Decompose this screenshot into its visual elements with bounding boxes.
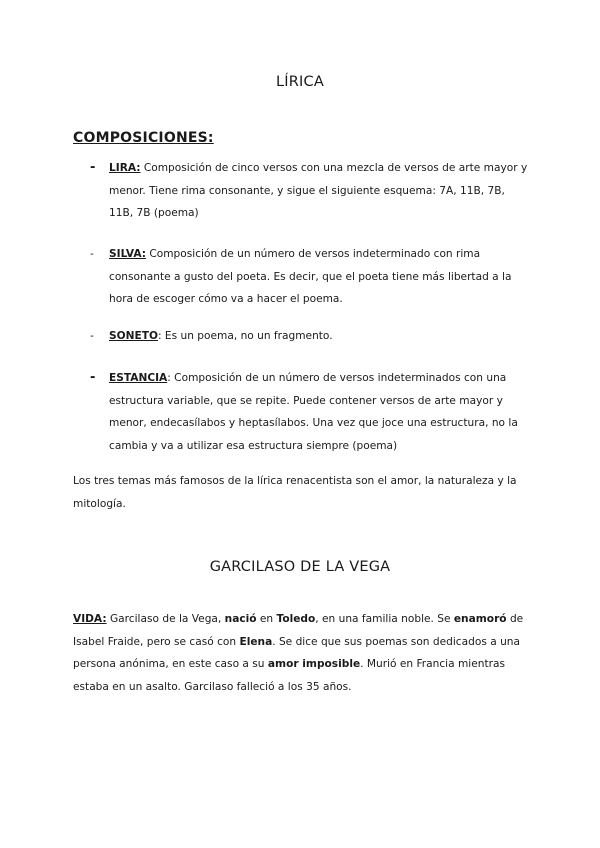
list-item-body — [109, 243, 530, 311]
vida-text: de Isabel Fraide, pero se casó con — [73, 613, 524, 648]
vida-text: Garcilaso de la Vega, — [106, 613, 225, 625]
compositions-heading: COMPOSICIONES: — [73, 130, 214, 146]
definition-lira: Composición de cinco versos con una mezcla de versos de arte mayor y menor. Tiene rima consonante, y sigue el siguiente esquema: 7A, 11B, 7B, 11B, 7B (poema) — [109, 162, 528, 219]
definition-soneto: : Es un poema, no un fragmento. — [157, 330, 333, 342]
list-item-lira — [90, 157, 530, 225]
term-silva: SILVA: — [109, 248, 146, 260]
term-estancia: ESTANCIA — [109, 372, 168, 384]
list-item-body — [109, 367, 530, 457]
vida-label: VIDA: — [73, 613, 107, 625]
definition-silva: Composición de un número de versos indeterminado con rima consonante a gusto del poeta. Es decir, que el poeta tiene más libertad a la hora de escoger cómo va a hacer el poema. — [109, 248, 512, 305]
definition-estancia: : Composición de un número de versos indeterminados con una estructura variable, que se repite. Puede contener versos de arte mayor y menor, endecasílabos y heptasílabos. Una vez que joce una estructura, no la cambia y va a utilizar esa estructura siempre (poema) — [109, 372, 518, 452]
list-dash: - — [90, 160, 96, 175]
vida-text: . Se dice que sus poemas son dedicados a una persona anónima, en este caso a su — [73, 635, 520, 670]
section-title-garcilaso: GARCILASO DE LA VEGA — [209, 559, 391, 575]
vida-bold: Elena — [239, 635, 273, 648]
list-item-estancia — [90, 367, 530, 457]
vida-bold: Toledo — [276, 613, 316, 625]
vida-bold: amor imposible — [267, 658, 361, 670]
vida-text: en — [256, 613, 277, 625]
vida-text: . Murió en Francia mientras estaba en un asalto. Garcilaso falleció a los 35 años. — [73, 658, 506, 693]
list-item-silva — [90, 243, 530, 311]
list-item-body — [109, 325, 530, 348]
list-dash: - — [90, 248, 94, 260]
list-item-soneto — [90, 325, 530, 348]
vida-bold: nació — [224, 613, 257, 625]
list-item-body — [109, 157, 530, 225]
vida-text: , en una familia noble. Se — [315, 613, 454, 625]
term-lira: LIRA: — [109, 162, 141, 174]
vida-bold: enamoró — [453, 613, 507, 625]
page-title: LÍRICA — [276, 74, 324, 90]
summary-paragraph: Los tres temas más famosos de la lírica renacentista son el amor, la naturaleza y la mitología. — [73, 475, 517, 510]
vida-paragraph — [73, 608, 533, 698]
term-soneto: SONETO — [109, 330, 158, 342]
list-dash: - — [90, 370, 96, 385]
list-dash: - — [90, 330, 94, 342]
